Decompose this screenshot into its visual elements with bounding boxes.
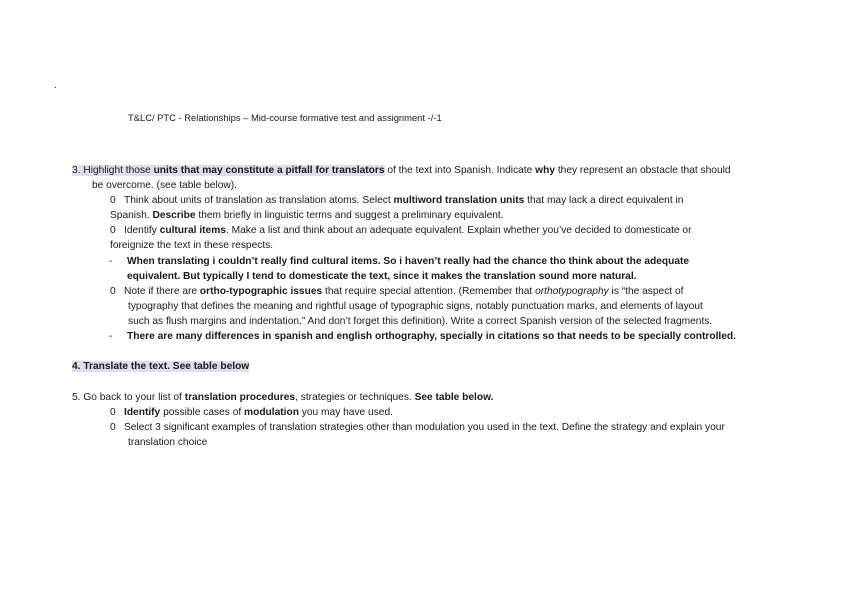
section-3-bullet-1-line-1: 0 Think about units of translation as translation atoms. Select multiword translation units that may lack a direct equivalent in xyxy=(110,195,684,206)
dash-icon: - xyxy=(109,256,113,267)
document-header: T&LC/ PTC - Relationships – Mid-course formative test and assignment -/-1 xyxy=(128,112,442,123)
answer-1-line-1: - When translating i couldn’t really find cultural items. So i haven’t really had the chance tho think about the adequate xyxy=(109,256,690,267)
bullet-icon: 0 xyxy=(110,407,116,418)
section-5-line-1: 5. Go back to your list of translation procedures, strategies or techniques. See table below. xyxy=(72,392,494,403)
section-3-line-2: be overcome. (see table below). xyxy=(92,180,237,191)
bullet-icon: 0 xyxy=(110,286,116,297)
dash-icon: - xyxy=(109,331,113,342)
section-3-bullet-3-line-3: such as flush margins and indentation.” And don’t forget this definition). Write a correct Spanish version of the selected fragments. xyxy=(128,316,713,327)
section-3-line-1: 3. Highlight those units that may constitute a pitfall for translators of the text into Spanish. Indicate why they represent an obstacle that should xyxy=(72,165,731,176)
section-4-heading: 4. Translate the text. See table below xyxy=(72,361,250,372)
section-3-bullet-3-line-2: typography that defines the meaning and rightful usage of typographic signs, notably punctuation marks, and elements of layout xyxy=(128,301,703,312)
section-5-bullet-2-line-2: translation choice xyxy=(128,437,208,448)
answer-2: - There are many differences in spanish and english orthography, specially in citations so that needs to be specially controlled. xyxy=(109,331,736,342)
bullet-icon: 0 xyxy=(110,225,116,236)
section-3-bullet-2-line-1: 0 Identify cultural items. Make a list and think about an adequate equivalent. Explain whether you’ve decided to domesticate or xyxy=(110,225,692,236)
section-3-bullet-2-line-2: foreignize the text in these respects. xyxy=(110,240,274,251)
bullet-icon: 0 xyxy=(110,195,116,206)
answer-1-line-2: equivalent. But typically I tend to domesticate the text, since it makes the translation sound more natural. xyxy=(127,271,637,282)
section-5-bullet-2-line-1: 0 Select 3 significant examples of translation strategies other than modulation you used in the text. Define the strategy and explain your xyxy=(110,422,725,433)
section-3-bullet-3-line-1: 0 Note if there are ortho-typographic issues that require special attention. (Remember that orthotypography is “the aspect of xyxy=(110,286,684,297)
section-5-bullet-1: 0 Identify possible cases of modulation you may have used. xyxy=(110,407,393,418)
section-3-bullet-1-line-2: Spanish. Describe them briefly in linguistic terms and suggest a preliminary equivalent. xyxy=(110,210,504,221)
section-3-highlight: 3. Highlight those units that may constitute a pitfall for translators xyxy=(72,165,385,176)
page-dot: . xyxy=(54,80,57,91)
bullet-icon: 0 xyxy=(110,422,116,433)
